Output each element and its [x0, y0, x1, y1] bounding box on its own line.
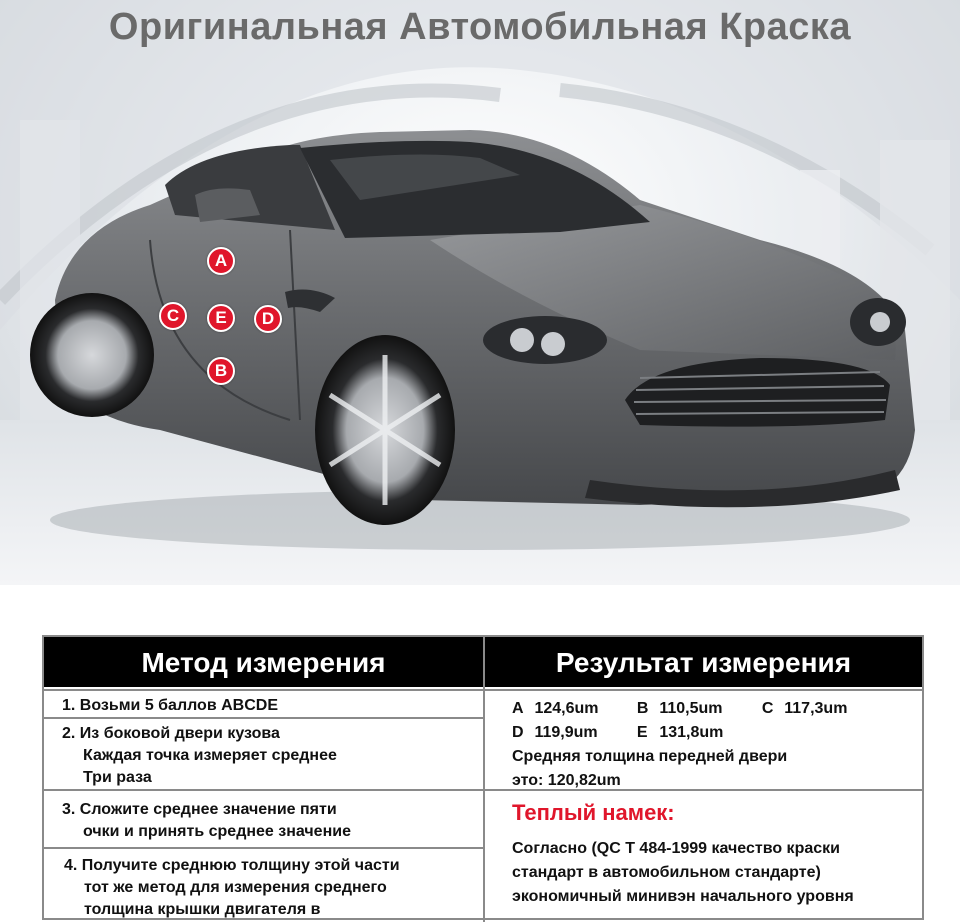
method-header: Метод измерения: [44, 637, 483, 687]
measure-point-b-marker: B: [207, 357, 235, 385]
measure-point-c-marker: C: [159, 302, 187, 330]
result-key-b: B: [636, 700, 649, 717]
result-row-1: [512, 697, 922, 721]
hint-line-1: Согласно (QC T 484-1999 качество краски: [512, 840, 840, 857]
method-step-3: [44, 789, 483, 847]
hint-spacer: [512, 825, 922, 837]
hint-block: [485, 789, 922, 922]
hint-line-2: стандарт в автомобильном стандарте): [512, 864, 821, 881]
result-header: Результат измерения: [485, 637, 922, 687]
result-value-b: 110,5um: [659, 700, 723, 717]
method-step-3-line-1: 3. Сложите среднее значение пяти: [62, 801, 337, 818]
hint-title: Теплый намек:: [512, 800, 675, 825]
method-step-4-line-2: тот же метод для измерения среднего: [84, 879, 387, 896]
page-title: Оригинальная Автомобильная Краска: [108, 6, 852, 48]
result-key-a: A: [512, 700, 524, 717]
method-step-2: [44, 717, 483, 789]
method-step-1-line-1: 1. Возьми 5 баллов ABCDE: [62, 697, 278, 714]
result-values: [485, 689, 922, 789]
hint-line-3: экономичный минивэн начального уровня: [512, 888, 854, 905]
result-value-a: 124,6um: [534, 700, 599, 717]
result-value-c: 117,3um: [784, 700, 848, 717]
method-step-2-line-3: Три раза: [83, 769, 152, 786]
average-value: это: 120,82um: [512, 772, 621, 789]
result-column: [485, 637, 922, 922]
result-key-c: C: [761, 700, 774, 717]
method-step-3-line-2: очки и принять среднее значение: [83, 823, 351, 840]
measurement-table: [42, 635, 924, 920]
method-step-1: [44, 689, 483, 717]
average-label: Средняя толщина передней двери: [512, 748, 788, 765]
method-step-2-line-1: 2. Из боковой двери кузова: [62, 725, 280, 742]
measure-point-d-marker: D: [254, 305, 282, 333]
method-step-4: [44, 847, 483, 922]
result-key-d: D: [512, 724, 524, 741]
measure-point-a-marker: A: [207, 247, 235, 275]
result-row-2: [512, 721, 922, 745]
result-value-d: 119,9um: [534, 724, 598, 741]
result-value-e: 131,8um: [659, 724, 724, 741]
method-step-2-line-2: Каждая точка измеряет среднее: [83, 747, 337, 764]
result-key-e: E: [636, 724, 648, 741]
measure-point-e-marker: E: [207, 304, 235, 332]
method-column: [44, 637, 485, 922]
method-step-4-line-3: толщина крышки двигателя в: [84, 901, 321, 918]
method-step-4-line-1: 4. Получите среднюю толщину этой части: [64, 857, 400, 874]
